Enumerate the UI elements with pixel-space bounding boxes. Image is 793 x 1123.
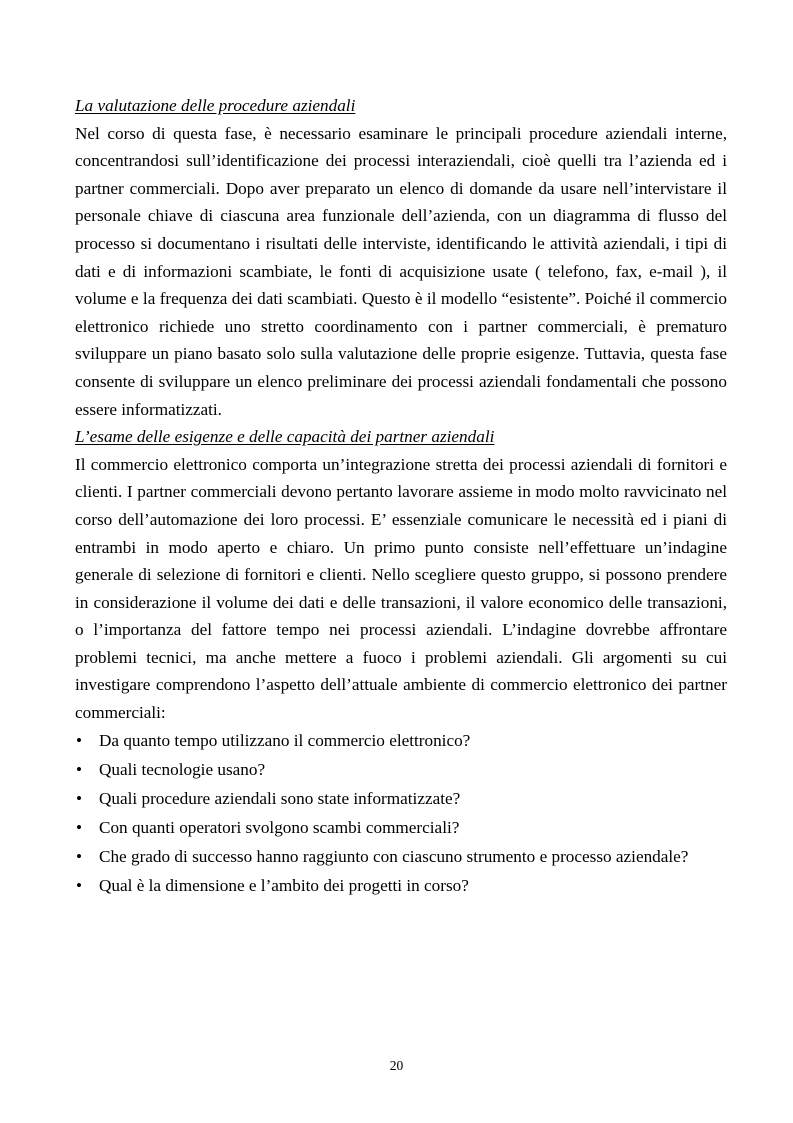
bullet-icon: • [76, 876, 83, 896]
bullet-list-item [75, 756, 727, 784]
bullet-icon: • [76, 817, 83, 837]
section-paragraph-partner-needs: Il commercio elettronico comporta un’integrazione stretta dei processi aziendali di fornitori e clienti. I partner commerciali devono pertanto lavorare assieme in modo molto ravvicinato nel corso dell’automazione dei loro processi. E’ essenziale comunicare le necessità ed i piani di entrambi in modo aperto e chiaro. Un primo punto consiste nell’effettuare un’indagine generale di selezione di fornitori e clienti. Nello scegliere questo gruppo, si possono prendere in considerazione il volume dei dati e delle transazioni, il valore economico delle transazioni, o l’importanza del fattore tempo nei processi aziendali. L’indagine dovrebbe affrontare problemi tecnici, ma anche mettere a fuoco i problemi aziendali. Gli argomenti su cui investigare comprendono l’aspetto dell’attuale ambiente di commercio elettronico dei partner commerciali: [75, 454, 727, 723]
section-heading-partner-needs: L’esame delle esigenze e delle capacità dei partner aziendali [75, 427, 495, 447]
bullet-icon: • [76, 759, 83, 779]
section-paragraph-procedure-valuation: Nel corso di questa fase, è necessario esaminare le principali procedure aziendali interne, concentrandosi sull’identificazione dei processi interaziendali, cioè quelli tra l’azienda ed i partner commerciali. Dopo aver preparato un elenco di domande da usare nell’intervistare il personale chiave di ciascuna area funzionale dell’azienda, con un diagramma di flusso del processo si documentano i risultati delle interviste, identificando le attività aziendali, i tipi di dati e di informazioni scambiate, le fonti di acquisizione usate ( telefono, fax, e-mail ), il volume e la frequenza dei dati scambiati. Questo è il modello “esistente”. Poiché il commercio elettronico richiede uno stretto coordinamento con i partner commerciali, è prematuro sviluppare un piano basato solo sulla valutazione delle proprie esigenze. Tuttavia, questa fase consente di sviluppare un elenco preliminare dei processi aziendali fondamentali che possono essere informatizzati. [75, 123, 727, 419]
bullet-icon: • [76, 847, 83, 867]
bullet-icon: • [76, 788, 83, 808]
bullet-list-item [75, 727, 727, 755]
question-bullet-list [75, 727, 727, 900]
bullet-text: Quali procedure aziendali sono state informatizzate? [99, 788, 461, 808]
document-page [75, 92, 727, 901]
bullet-text: Che grado di successo hanno raggiunto con ciascuno strumento e processo aziendale? [99, 847, 689, 867]
bullet-icon: • [76, 730, 83, 750]
bullet-list-item [75, 785, 727, 813]
bullet-list-item [75, 843, 727, 871]
bullet-list-item [75, 814, 727, 842]
bullet-list-item [75, 872, 727, 900]
bullet-text: Quali tecnologie usano? [99, 759, 266, 779]
page-number: 20 [389, 1058, 404, 1073]
bullet-text: Da quanto tempo utilizzano il commercio elettronico? [99, 730, 471, 750]
bullet-text: Con quanti operatori svolgono scambi commerciali? [99, 817, 460, 837]
bullet-text: Qual è la dimensione e l’ambito dei progetti in corso? [99, 876, 469, 896]
section-heading-procedure-valuation: La valutazione delle procedure aziendali [75, 96, 356, 115]
